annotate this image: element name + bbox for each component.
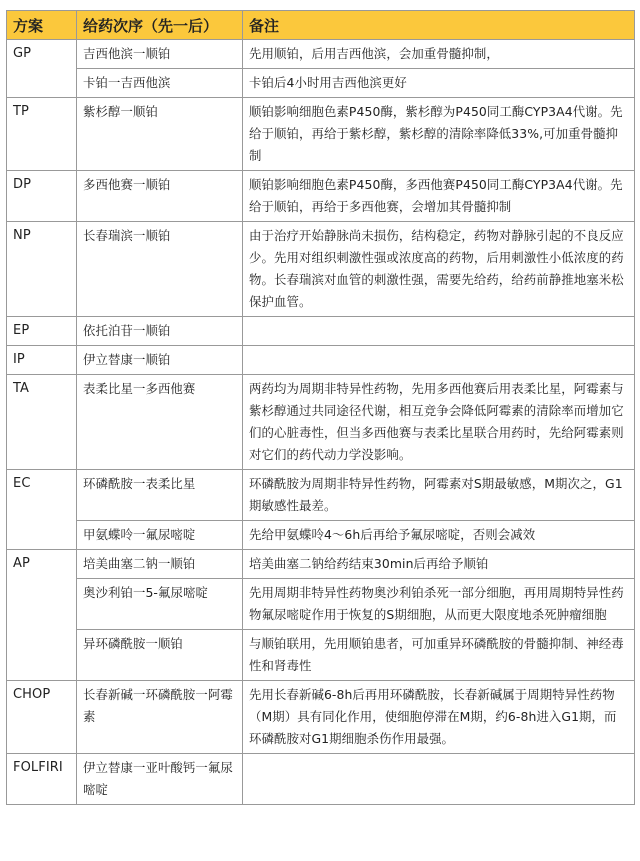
table-row <box>7 69 635 98</box>
header-plan: 方案 <box>7 11 77 40</box>
order-cell: 培美曲塞二钠一顺铂 <box>77 550 243 579</box>
note-cell <box>243 317 635 346</box>
table-row <box>7 754 635 805</box>
order-cell: 多西他赛一顺铂 <box>77 171 243 222</box>
table-row <box>7 222 635 317</box>
order-cell: 长春瑞滨一顺铂 <box>77 222 243 317</box>
note-cell: 培美曲塞二钠给药结束30min后再给予顺铂 <box>243 550 635 579</box>
table-row <box>7 375 635 470</box>
order-cell: 异环磷酰胺一顺铂 <box>77 630 243 681</box>
note-cell <box>243 346 635 375</box>
order-cell: 卡铂一吉西他滨 <box>77 69 243 98</box>
note-cell <box>243 754 635 805</box>
header-order: 给药次序（先一后） <box>77 11 243 40</box>
order-cell: 紫杉醇一顺铂 <box>77 98 243 171</box>
note-cell: 与顺铂联用，先用顺铂患者，可加重异环磷酰胺的骨髓抑制、神经毒性和肾毒性 <box>243 630 635 681</box>
table-row <box>7 40 635 69</box>
order-cell: 伊立替康一亚叶酸钙一氟尿嘧啶 <box>77 754 243 805</box>
order-cell: 长春新碱一环磷酰胺一阿霉素 <box>77 681 243 754</box>
table-row <box>7 630 635 681</box>
table-row <box>7 346 635 375</box>
table-row <box>7 171 635 222</box>
note-cell: 先用周期非特异性药物奥沙利铂杀死一部分细胞，再用周期特异性药物氟尿嘧啶作用于恢复的S期细胞，从而更大限度地杀死肿瘤细胞 <box>243 579 635 630</box>
note-cell: 先用长春新碱6-8h后再用环磷酰胺，长春新碱属于周期特异性药物（M期）具有同化作用，使细胞停滞在M期，约6-8h进入G1期，而环磷酰胺对G1期细胞杀伤作用最强。 <box>243 681 635 754</box>
regimen-table <box>6 10 635 805</box>
table-row <box>7 550 635 579</box>
order-cell: 吉西他滨一顺铂 <box>77 40 243 69</box>
order-cell: 伊立替康一顺铂 <box>77 346 243 375</box>
note-cell: 环磷酰胺为周期非特异性药物，阿霉素对S期最敏感，M期次之，G1期敏感性最差。 <box>243 470 635 521</box>
order-cell: 表柔比星一多西他赛 <box>77 375 243 470</box>
plan-cell: TP <box>7 98 77 171</box>
plan-cell: CHOP <box>7 681 77 754</box>
note-cell: 先用顺铂，后用吉西他滨，会加重骨髓抑制， <box>243 40 635 69</box>
table-header-row <box>7 11 635 40</box>
table-row <box>7 579 635 630</box>
plan-cell: DP <box>7 171 77 222</box>
note-cell: 顺铂影响细胞色素P450酶，紫杉醇为P450同工酶CYP3A4代谢。先给于顺铂，再给于紫杉醇，紫杉醇的清除率降低33%,可加重骨髓抑制 <box>243 98 635 171</box>
plan-cell: TA <box>7 375 77 470</box>
table-row <box>7 521 635 550</box>
table-row <box>7 470 635 521</box>
order-cell: 环磷酰胺一表柔比星 <box>77 470 243 521</box>
note-cell: 由于治疗开始静脉尚未损伤，结构稳定，药物对静脉引起的不良反应少。先用对组织刺激性强或浓度高的药物，后用刺激性小低浓度的药物。长春瑞滨对血管的刺激性强，需要先给药，给药前静推地塞米松保护血管。 <box>243 222 635 317</box>
plan-cell: EP <box>7 317 77 346</box>
order-cell: 奥沙利铂一5-氟尿嘧啶 <box>77 579 243 630</box>
plan-cell: IP <box>7 346 77 375</box>
note-cell: 卡铂后4小时用吉西他滨更好 <box>243 69 635 98</box>
order-cell: 甲氨蝶呤一氟尿嘧啶 <box>77 521 243 550</box>
note-cell: 先给甲氨蝶呤4～6h后再给予氟尿嘧啶，否则会减效 <box>243 521 635 550</box>
table-row <box>7 98 635 171</box>
plan-cell: AP <box>7 550 77 681</box>
plan-cell: EC <box>7 470 77 550</box>
table-row <box>7 681 635 754</box>
note-cell: 两药均为周期非特异性药物，先用多西他赛后用表柔比星，阿霉素与紫杉醇通过共同途径代谢，相互竞争会降低阿霉素的清除率而增加它们的心脏毒性，但当多西他赛与表柔比星联合用药时，先给阿霉素则对它们的药代动力学没影响。 <box>243 375 635 470</box>
plan-cell: FOLFIRI <box>7 754 77 805</box>
table-row <box>7 317 635 346</box>
plan-cell: GP <box>7 40 77 98</box>
note-cell: 顺铂影响细胞色素P450酶，多西他赛P450同工酶CYP3A4代谢。先给于顺铂，再给于多西他赛，会增加其骨髓抑制 <box>243 171 635 222</box>
plan-cell: NP <box>7 222 77 317</box>
header-note: 备注 <box>243 11 635 40</box>
order-cell: 依托泊苷一顺铂 <box>77 317 243 346</box>
